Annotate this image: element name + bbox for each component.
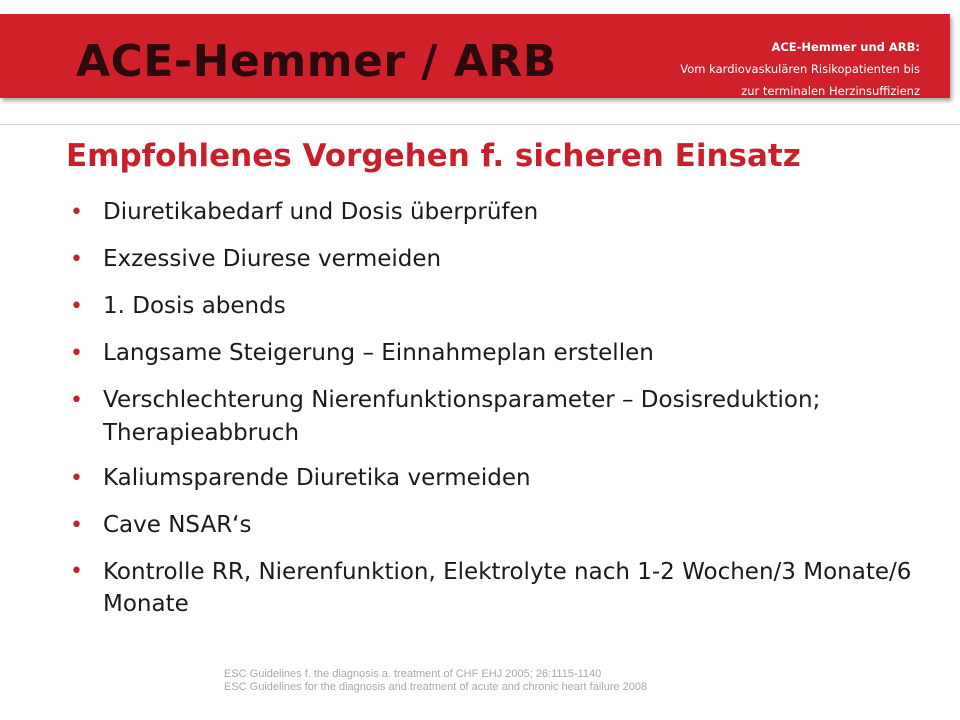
bullet-icon: •: [70, 513, 83, 538]
list-item: [70, 337, 930, 370]
references-footer: [224, 668, 647, 694]
list-item-text: Langsame Steigerung – Einnahmeplan erstellen: [103, 340, 654, 366]
bullet-icon: •: [70, 388, 83, 413]
list-item: [70, 462, 930, 495]
banner-subtitle-line3: zur terminalen Herzinsuffizienz: [741, 84, 920, 98]
banner-subtitle-line1: ACE-Hemmer und ARB:: [771, 40, 920, 54]
divider: [0, 124, 960, 125]
list-item-text: Verschlechterung Nierenfunktionsparameter – Dosisreduktion; Therapieabbruch: [103, 387, 821, 446]
bullet-list: [70, 196, 930, 634]
banner-subtitle: [590, 36, 920, 102]
bullet-icon: •: [70, 559, 83, 584]
reference-line2: ESC Guidelines for the diagnosis and treatment of acute and chronic heart failure 2008: [224, 681, 648, 693]
list-item-text: Cave NSAR‘s: [103, 512, 252, 538]
list-item: [70, 196, 930, 229]
list-item: [70, 509, 930, 542]
section-heading: Empfohlenes Vorgehen f. sicheren Einsatz: [66, 138, 801, 174]
list-item-text: 1. Dosis abends: [103, 293, 286, 319]
list-item-text: Kaliumsparende Diuretika vermeiden: [103, 465, 531, 491]
banner-subtitle-line2: Vom kardiovaskulären Risikopatienten bis: [680, 62, 920, 76]
list-item-text: Diuretikabedarf und Dosis überprüfen: [103, 199, 539, 225]
bullet-icon: •: [70, 341, 83, 366]
bullet-icon: •: [70, 294, 83, 319]
bullet-icon: •: [70, 466, 83, 491]
list-item: [70, 384, 930, 450]
bullet-icon: •: [70, 247, 83, 272]
list-item-text: Kontrolle RR, Nierenfunktion, Elektrolyte nach 1-2 Wochen/3 Monate/6 Monate: [103, 559, 912, 617]
list-item: [70, 290, 930, 323]
bullet-icon: •: [70, 200, 83, 225]
list-item: [70, 556, 930, 620]
list-item: [70, 243, 930, 276]
list-item-text: Exzessive Diurese vermeiden: [103, 246, 442, 272]
reference-line1: ESC Guidelines f. the diagnosis a. treatment of CHF EHJ 2005; 26:1115-1140: [224, 668, 602, 680]
slide-title: ACE-Hemmer / ARB: [76, 36, 557, 87]
title-banner: [0, 14, 950, 98]
